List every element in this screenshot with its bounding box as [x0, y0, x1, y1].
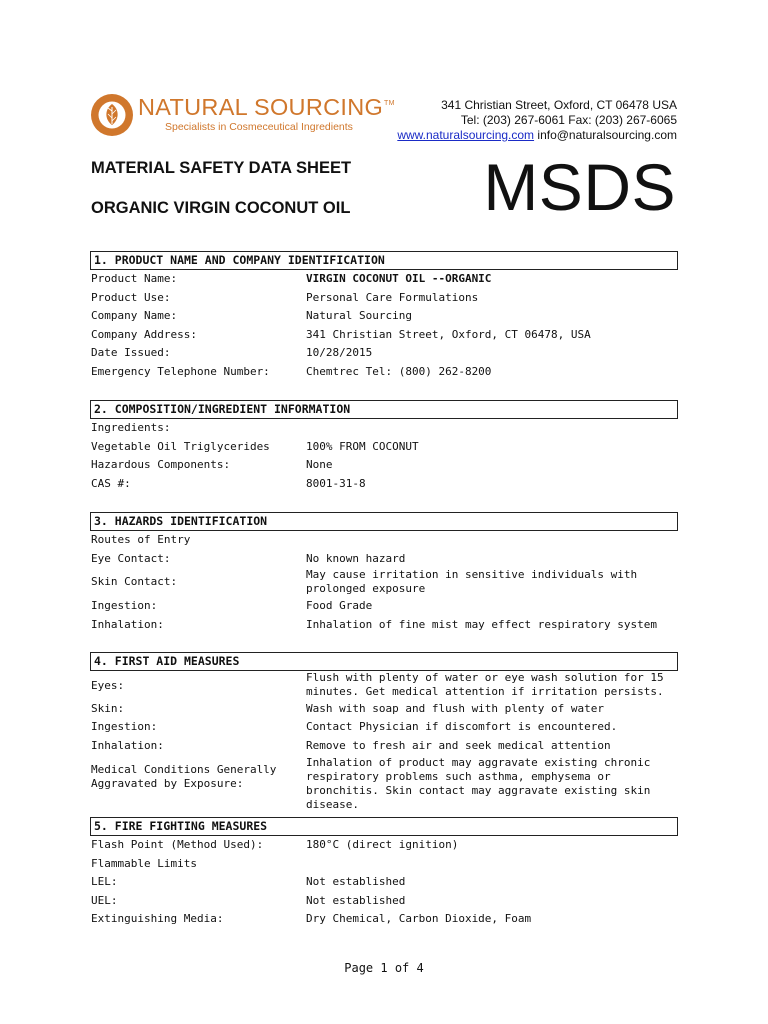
msds-badge: MSDS: [483, 150, 676, 224]
company-address: 341 Christian Street, Oxford, CT 06478 USA: [441, 98, 677, 112]
field-value: Flush with plenty of water or eye wash solution for 15 minutes. Get medical attention if irritation persists.: [306, 671, 664, 698]
company-phone: Tel: (203) 267-6061 Fax: (203) 267-6065: [460, 113, 677, 127]
field-value: Not established: [306, 894, 406, 907]
field-value: None: [306, 458, 333, 471]
field-value: Inhalation of product may aggravate existing chronic respiratory problems such asthma, emphysema or bronchitis. Skin contact may aggravate existing skin disease.: [306, 756, 651, 811]
field-value: Not established: [306, 875, 406, 888]
field-value: VIRGIN COCONUT OIL --ORGANIC: [306, 272, 492, 285]
field-label: Vegetable Oil Triglycerides: [91, 440, 270, 453]
company-logo: [90, 93, 395, 137]
field-label: Medical Conditions Generally Aggravated by Exposure:: [91, 763, 277, 790]
section-header: 1. PRODUCT NAME AND COMPANY IDENTIFICATION: [90, 251, 678, 270]
field-label: Ingredients:: [91, 421, 171, 434]
field-value: Chemtrec Tel: (800) 262-8200: [306, 365, 492, 378]
field-label: Flammable Limits: [91, 857, 197, 870]
company-contact: [397, 98, 677, 143]
field-label: Skin:: [91, 702, 125, 715]
brand-tagline: Specialists in Cosmeceutical Ingredients: [165, 121, 353, 133]
field-value: 8001-31-8: [306, 477, 366, 490]
field-value: Inhalation of fine mist may effect respiratory system: [306, 618, 657, 631]
field-label: Eye Contact:: [91, 552, 171, 565]
field-label: Company Name:: [91, 309, 178, 322]
field-value: May cause irritation in sensitive individuals with prolonged exposure: [306, 568, 638, 595]
field-value: Personal Care Formulations: [306, 291, 479, 304]
section-header: 2. COMPOSITION/INGREDIENT INFORMATION: [90, 400, 678, 419]
brand-name: NATURAL SOURCING™: [138, 94, 395, 120]
field-label: Hazardous Components:: [91, 458, 231, 471]
field-label: Emergency Telephone Number:: [91, 365, 270, 378]
section-header: 5. FIRE FIGHTING MEASURES: [90, 817, 678, 836]
field-label: LEL:: [91, 875, 118, 888]
field-label: Ingestion:: [91, 599, 158, 612]
field-label: Inhalation:: [91, 618, 164, 631]
field-value: Wash with soap and flush with plenty of water: [306, 702, 605, 715]
logo-leaf-icon: [90, 93, 134, 137]
field-value: 180°C (direct ignition): [306, 838, 459, 851]
field-label: Routes of Entry: [91, 533, 191, 546]
field-label: Eyes:: [91, 679, 125, 692]
field-value: Dry Chemical, Carbon Dioxide, Foam: [306, 912, 532, 925]
field-value: Contact Physician if discomfort is encountered.: [306, 720, 618, 733]
field-value: Remove to fresh air and seek medical attention: [306, 739, 611, 752]
field-label: Product Name:: [91, 272, 178, 285]
product-title: ORGANIC VIRGIN COCONUT OIL: [91, 199, 351, 217]
field-label: Ingestion:: [91, 720, 158, 733]
field-value: Food Grade: [306, 599, 373, 612]
document-title: MATERIAL SAFETY DATA SHEET: [91, 159, 352, 177]
field-label: CAS #:: [91, 477, 131, 490]
company-email: info@naturalsourcing.com: [537, 128, 677, 142]
field-label: Extinguishing Media:: [91, 912, 224, 925]
field-label: Company Address:: [91, 328, 197, 341]
section-header: 4. FIRST AID MEASURES: [90, 652, 678, 671]
field-label: Date Issued:: [91, 346, 171, 359]
field-label: Inhalation:: [91, 739, 164, 752]
field-value: 341 Christian Street, Oxford, CT 06478, USA: [306, 328, 591, 341]
field-label: Skin Contact:: [91, 575, 178, 588]
field-label: Product Use:: [91, 291, 171, 304]
field-value: 100% FROM COCONUT: [306, 440, 419, 453]
field-value: 10/28/2015: [306, 346, 373, 359]
website-link[interactable]: www.naturalsourcing.com: [397, 128, 535, 142]
field-label: Flash Point (Method Used):: [91, 838, 264, 851]
field-label: UEL:: [91, 894, 118, 907]
section-header: 3. HAZARDS IDENTIFICATION: [90, 512, 678, 531]
field-value: Natural Sourcing: [306, 309, 412, 322]
field-value: No known hazard: [306, 552, 406, 565]
page-number: Page 1 of 4: [344, 961, 424, 975]
